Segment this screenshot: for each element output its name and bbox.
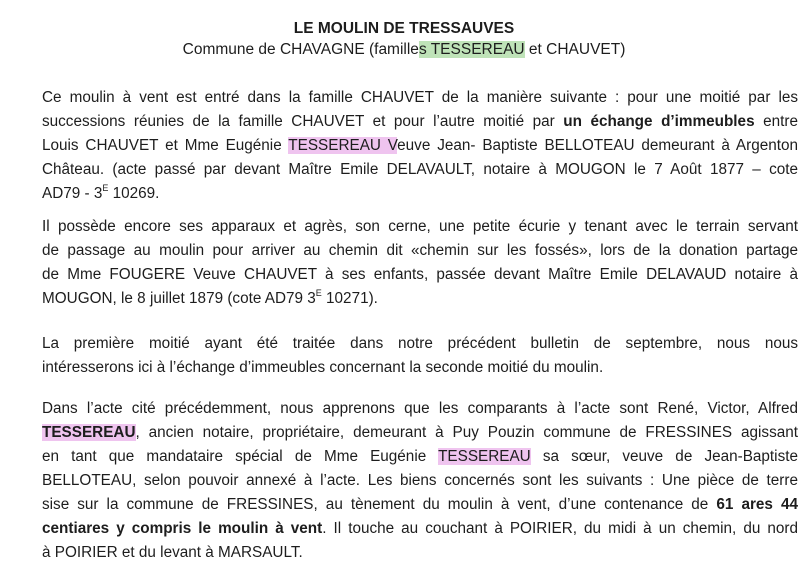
p4-line-5-text: sise sur la commune de FRESSINES, au tènement du moulin à vent, d’une contenance de (42, 496, 717, 513)
highlighted-surname: TESSEREAU (438, 448, 531, 465)
p4-line-7: à POIRIER et du levant à MARSAULT. (42, 544, 303, 561)
bold-area: 61 ares 44 (716, 496, 798, 513)
paragraph-3 (42, 332, 798, 380)
subtitle-text-end: et CHAUVET) (524, 41, 626, 58)
p2-line-2: de passage au moulin pour arriver au chemin dit «chemin sur les fossés», lors de la donation partage (42, 242, 798, 259)
p1-line-2-end: entre (754, 113, 798, 130)
bold-centiares: centiares y compris le moulin à vent (42, 520, 323, 537)
highlighted-surname: TESSEREAU (42, 424, 136, 441)
p4-line-5 (42, 493, 798, 517)
p2-line-3: de Mme FOUGERE Veuve CHAUVET à ses enfants, passée devant Maître Emile DELAVAUD notaire à (42, 266, 798, 283)
paragraph-1 (42, 86, 798, 206)
p4-line-3-text: en tant que mandataire spécial de Mme Eugénie (42, 448, 439, 465)
p2-line-4 (42, 287, 798, 311)
highlighted-surname: s TESSEREAU (418, 41, 525, 58)
p4-line-3 (42, 445, 798, 469)
document-title: LE MOULIN DE TRESSAUVES (293, 20, 515, 37)
document-subtitle (0, 41, 808, 59)
p1-line-5 (42, 182, 798, 206)
p2-line-1: Il possède encore ses apparaux et agrès, son cerne, une petite écurie y tenant avec le terrain servant (42, 218, 798, 235)
p1-line-1: Ce moulin à vent est entré dans la famille CHAUVET de la manière suivante : pour une moitié par les (42, 89, 798, 106)
p1-line-2 (42, 110, 798, 134)
paragraph-4 (42, 397, 798, 565)
p2-line-4-end: 10271). (321, 290, 378, 307)
p4-line-6 (42, 517, 798, 541)
p1-line-5-end: 10269. (108, 185, 160, 202)
paragraph-2 (42, 215, 798, 311)
p4-line-2 (42, 421, 798, 445)
p2-line-4-text: MOUGON, le 8 juillet 1879 (cote AD79 3 (42, 290, 316, 307)
p3-line-1: La première moitié ayant été traitée dans notre précédent bulletin de septembre, nous nous (42, 335, 798, 352)
p1-line-2-text: successions réunies de la famille CHAUVET et pour l’autre moitié par (42, 113, 564, 130)
p1-line-3-text: Louis CHAUVET et Mme Eugénie (42, 137, 289, 154)
p4-line-6-text: . Il touche au couchant à POIRIER, du midi à un chemin, du nord (322, 520, 798, 537)
p4-line-2-text: , ancien notaire, propriétaire, demeurant à Puy Pouzin commune de FRESSINES agissant (135, 424, 798, 441)
p3-line-2: intéresserons ici à l’échange d’immeubles concernant la seconde moitié du moulin. (42, 359, 604, 376)
superscript-e: E (102, 183, 109, 193)
p1-line-4: Château. (acte passé par devant Maître Emile DELAVAULT, notaire à MOUGON le 7 Août 1877 – cote (42, 161, 798, 178)
p1-line-5-text: AD79 - 3 (42, 185, 103, 202)
p4-line-1: Dans l’acte cité précédemment, nous apprenons que les comparants à l’acte sont René, Victor, Alfred (42, 400, 798, 417)
superscript-e: E (315, 288, 322, 298)
highlighted-surname: TESSEREAU V (288, 137, 398, 154)
p1-line-3 (42, 134, 798, 158)
p4-line-4: BELLOTEAU, selon pouvoir annexé à l’acte. Les biens concernés sont les suivants : Une pièce de terre (42, 472, 798, 489)
subtitle-text-start: Commune de CHAVAGNE (famille (182, 41, 419, 58)
bold-echange-immeubles: un échange d’immeubles (563, 113, 755, 130)
p4-line-3-end: sa sœur, veuve de Jean-Baptiste (530, 448, 798, 465)
p1-line-3-end: euve Jean- Baptiste BELLOTEAU demeurant à Argenton (397, 137, 799, 154)
